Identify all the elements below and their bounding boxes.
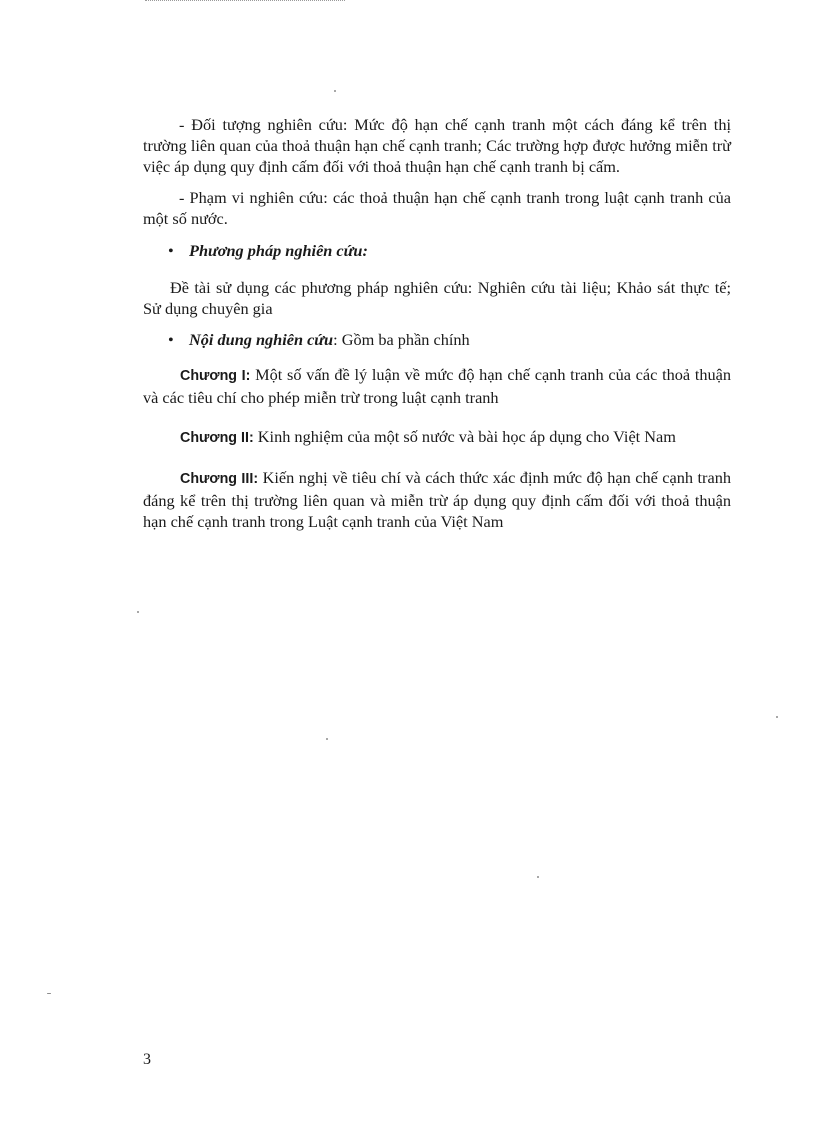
scan-speck <box>776 716 778 718</box>
chapter-2 <box>143 426 731 449</box>
scan-speck <box>537 876 539 878</box>
bullet-dot-icon: • <box>168 241 174 260</box>
scan-speck <box>137 611 139 613</box>
chapter-1-text: Một số vấn đề lý luận về mức độ hạn chế cạnh tranh của các thoả thuận và các tiêu chí cho phép miễn trừ trong luật cạnh tranh <box>143 365 731 407</box>
research-object-paragraph: - Đối tượng nghiên cứu: Mức độ hạn chế cạnh tranh một cách đáng kể trên thị trường liên quan của thoả thuận hạn chế cạnh tranh; Các trường hợp được hưởng miễn trừ việc áp dụng quy định cấm đối với thoả thuận hạn chế cạnh tranh bị cấm. <box>143 115 731 176</box>
research-scope-paragraph: - Phạm vi nghiên cứu: các thoả thuận hạn chế cạnh tranh trong luật cạnh tranh của một số nước. <box>143 188 731 228</box>
content-heading: Nội dung nghiên cứu <box>189 330 334 349</box>
methods-heading: Phương pháp nghiên cứu: <box>189 241 368 260</box>
scan-speck <box>47 993 51 994</box>
content-bullet <box>143 329 731 350</box>
chapter-3-text: Kiến nghị về tiêu chí và cách thức xác định mức độ hạn chế cạnh tranh đáng kể trên thị trường liên quan và miễn trừ áp dụng quy định cấm đối với thoả thuận hạn chế cạnh tranh trong Luật cạnh tranh của Việt Nam <box>143 468 731 531</box>
content-heading-suffix: : Gồm ba phần chính <box>333 330 470 349</box>
chapter-3 <box>143 467 731 532</box>
page-content <box>143 114 731 550</box>
page-number: 3 <box>143 1051 151 1068</box>
scan-artifact-line <box>145 0 345 7</box>
scan-speck <box>326 738 328 740</box>
chapter-3-label: Chương III: <box>180 471 259 487</box>
methods-bullet <box>143 240 731 261</box>
chapter-2-label: Chương II: <box>180 430 254 446</box>
scan-speck <box>334 90 336 92</box>
chapter-2-text: Kinh nghiệm của một số nước và bài học áp dụng cho Việt Nam <box>253 427 676 446</box>
chapter-1-label: Chương I: <box>180 368 251 384</box>
methods-paragraph: Đề tài sử dụng các phương pháp nghiên cứu: Nghiên cứu tài liệu; Khảo sát thực tế; Sử dụng chuyên gia <box>143 278 731 318</box>
chapter-1 <box>143 364 731 408</box>
bullet-dot-icon: • <box>168 330 174 349</box>
